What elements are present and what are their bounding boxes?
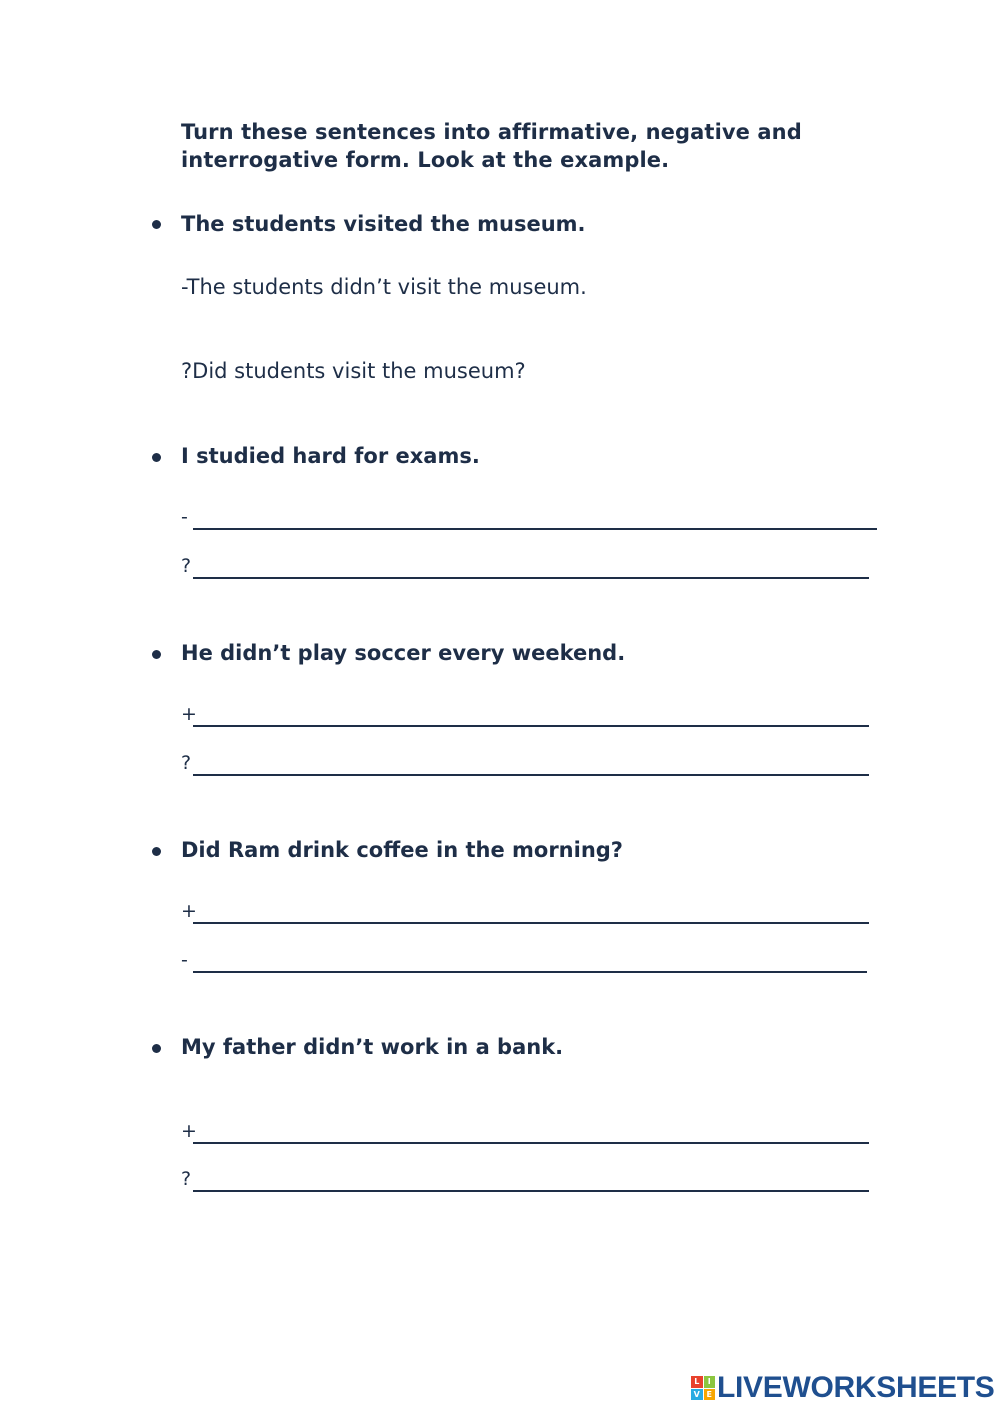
answer-input-5-affirmative[interactable] [193,1120,869,1144]
answer-prefix: - [181,949,188,971]
answer-prefix: + [181,1120,197,1142]
sentence-1: The students visited the museum. [181,212,586,236]
answer-prefix: + [181,703,197,725]
answer-input-3-question[interactable] [193,752,869,776]
example-negative: -The students didn’t visit the museum. [181,275,587,299]
sentence-4: Did Ram drink coffee in the morning? [181,838,623,862]
answer-prefix: ? [181,555,192,577]
answer-row [181,894,869,924]
logo-mark-tile: E [704,1389,716,1401]
instructions-text: Turn these sentences into affirmative, negative and interrogative form. Look at the example. [181,120,802,172]
answer-prefix: - [181,506,188,528]
logo-text: LIVEWORKSHEETS [717,1371,995,1404]
answer-input-4-affirmative[interactable] [193,900,869,924]
bullet-point [152,453,161,462]
answer-prefix: + [181,900,197,922]
answer-input-5-question[interactable] [193,1168,869,1192]
logo-mark-tile: I [704,1376,716,1388]
answer-input-2-question[interactable] [193,555,869,579]
logo-mark-tile: V [691,1389,703,1401]
logo-mark-tile: L [691,1376,703,1388]
answer-input-3-affirmative[interactable] [193,703,869,727]
answer-input-4-negative[interactable] [193,949,867,973]
sentence-3: He didn’t play soccer every weekend. [181,641,626,665]
answer-row [181,943,867,973]
answer-row [181,746,869,776]
logo-mark-icon [691,1376,715,1400]
bullet-point [152,1044,161,1053]
sentence-5: My father didn’t work in a bank. [181,1035,564,1059]
bullet-point [152,650,161,659]
example-question: ?Did students visit the museum? [181,359,526,383]
answer-row [181,697,869,727]
answer-prefix: ? [181,752,192,774]
answer-row [181,1162,869,1192]
bullet-point [152,220,161,229]
answer-prefix: ? [181,1168,192,1190]
bullet-point [152,847,161,856]
sentence-2: I studied hard for exams. [181,444,480,468]
liveworksheets-logo [691,1373,995,1403]
answer-row [181,1114,869,1144]
answer-input-2-negative[interactable] [193,506,877,530]
answer-row [181,549,869,579]
answer-row [181,500,877,530]
